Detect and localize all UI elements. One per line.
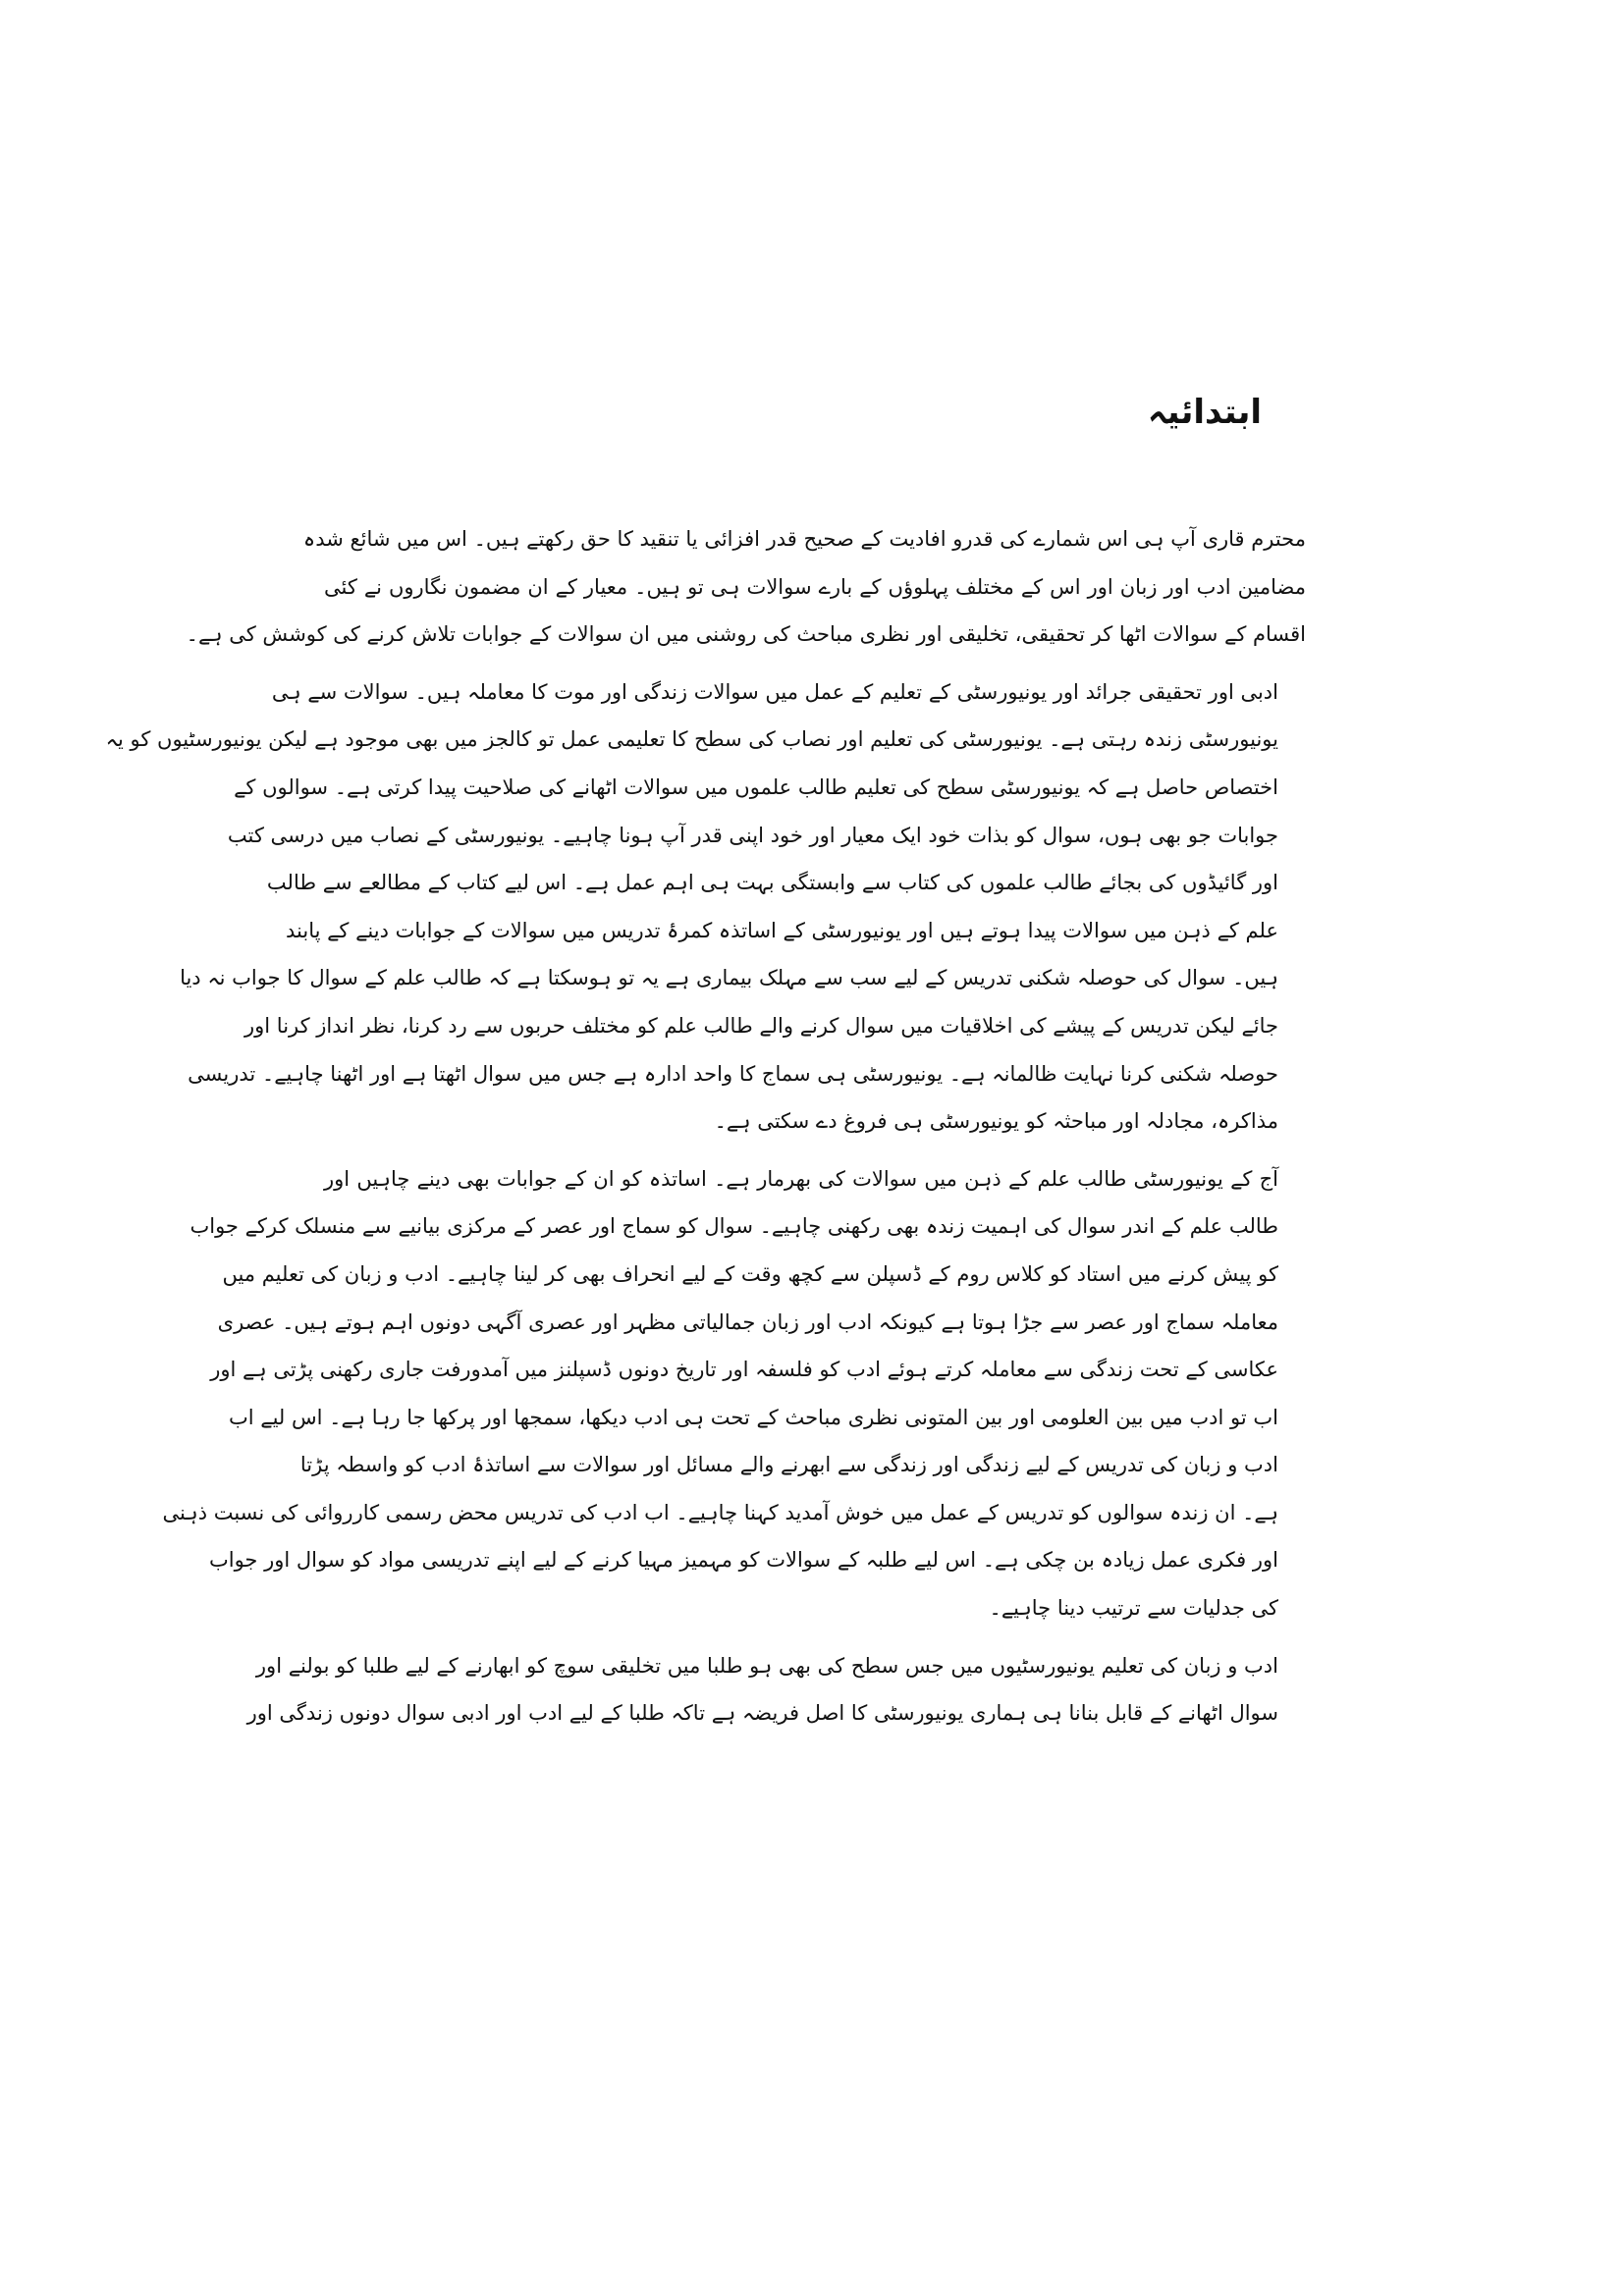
text-line: کو پیش کرنے میں استاد کو کلاس روم کے ڈسپلن سے کچھ وقت کے لیے انحراف بھی کر لینا چاہیے۔ ادب و زبان کی تعلیم میں	[222, 1261, 1278, 1286]
text-line: طالب علم کے اندر سوال کی اہمیت زندہ بھی رکھنی چاہیے۔ سوال کو سماج اور عصر کے مرکزی بیانیے سے منسلک کرکے جواب	[189, 1214, 1278, 1239]
text-line: ادبی اور تحقیقی جرائد اور یونیورسٹی کے تعلیم کے عمل میں سوالات زندگی اور موت کا معاملہ ہیں۔ سوالات سے ہی	[271, 679, 1278, 704]
paragraph	[162, 1155, 1306, 1632]
text-line: اور فکری عمل زیادہ بن چکی ہے۔ اس لیے طلبہ کے سوالات کو مہمیز مہیا کرنے کے لیے اپنے تدریسی مواد کو سوال اور جواب	[208, 1548, 1278, 1573]
text-line: اب تو ادب میں بین العلومی اور بین المتونی نظری مباحث کے تحت ہی ادب دیکھا، سمجھا اور پرکھا جا رہا ہے۔ اس لیے اب	[229, 1405, 1278, 1429]
text-line: سوال اٹھانے کے قابل بنانا ہی ہماری یونیورسٹی کا اصل فریضہ ہے تاکہ طلبا کے لیے ادب اور ادبی سوال دونوں زندگی اور	[246, 1701, 1278, 1726]
text-line: ہے۔ ان زندہ سوالوں کو تدریس کے عمل میں خوش آمدید کہنا چاہیے۔ اب ادب کی تدریس محض رسمی کارروائی کی نسبت ذہنی	[162, 1500, 1278, 1524]
text-line: اختصاص حاصل ہے کہ یونیورسٹی سطح کی تعلیم طالب علموں میں سوالات اٹھانے کی صلاحیت پیدا کرتی ہے۔ سوالوں کے	[234, 774, 1278, 799]
text-line: مذاکرہ، مجادلہ اور مباحثہ کو یونیورسٹی ہی فروغ دے سکتی ہے۔	[714, 1109, 1278, 1134]
text-line: معاملہ سماج اور عصر سے جڑا ہوتا ہے کیونکہ ادب اور زبان جمالیاتی مظہر اور عصری آگہی دونوں اہم ہوتے ہیں۔ عصری	[217, 1309, 1278, 1334]
paragraph	[186, 515, 1306, 659]
text-line: جائے لیکن تدریس کے پیشے کی اخلاقیات میں سوال کرنے والے طالب علم کو مختلف حربوں سے رد کرنا، نظر انداز کرنا اور	[244, 1013, 1278, 1038]
text-line: محترم قاری آپ ہی اس شمارے کی قدرو افادیت کے صحیح قدر افزائی یا تنقید کا حق رکھتے ہیں۔ اس میں شائع شدہ	[302, 527, 1306, 551]
text-line: ادب و زبان کی تعلیم یونیورسٹیوں میں جس سطح کی بھی ہو طلبا میں تخلیقی سوچ کو ابھارنے کے لیے طلبا کو بولنے اور	[255, 1653, 1278, 1678]
paragraph	[246, 1642, 1306, 1737]
text-line: اقسام کے سوالات اٹھا کر تحقیقی، تخلیقی اور نظری مباحث کی روشنی میں ان سوالات کے جوابات تلاش کرنے کی کوشش کی ہے۔	[186, 622, 1306, 647]
text-line: جوابات جو بھی ہوں، سوال کو بذات خود ایک معیار اور خود اپنی قدر آپ ہونا چاہیے۔ یونیورسٹی کے نصاب میں درسی کتب	[227, 823, 1278, 847]
paragraph	[105, 668, 1306, 1146]
text-line: ادب و زبان کی تدریس کے لیے زندگی اور زندگی سے ابھرنے والے مسائل اور سوالات سے اساتذۂ ادب کو واسطہ پڑتا	[299, 1453, 1278, 1477]
text-line: آج کے یونیورسٹی طالب علم کے ذہن میں سوالات کی بھرمار ہے۔ اساتذہ کو ان کے جوابات بھی دینے چاہیں اور	[324, 1166, 1278, 1191]
text-line: عکاسی کے تحت زندگی سے معاملہ کرتے ہوئے ادب کو فلسفہ اور تاریخ دونوں ڈسپلنز میں آمدورفت جاری رکھنی پڑتی ہے اور	[210, 1358, 1278, 1382]
text-line: اور گائیڈوں کی بجائے طالب علموں کی کتاب سے وابستگی بہت ہی اہم عمل ہے۔ اس لیے کتاب کے مطالعے سے طالب	[266, 871, 1278, 895]
text-line: ہیں۔ سوال کی حوصلہ شکنی تدریس کے لیے سب سے مہلک بیماری ہے یہ تو ہوسکتا ہے کہ طالب علم کے سوال کا جواب نہ دیا	[180, 966, 1278, 990]
body-text	[105, 515, 1306, 1747]
text-line: یونیورسٹی زندہ رہتی ہے۔ یونیورسٹی کی تعلیم اور نصاب کی سطح کا تعلیمی عمل تو کالجز میں بھی موجود ہے لیکن یونیورسٹیوں کو یہ	[105, 727, 1278, 752]
text-line: کی جدلیات سے ترتیب دینا چاہیے۔	[989, 1596, 1278, 1621]
page-title: ابتدائیہ	[1147, 393, 1262, 432]
text-line: حوصلہ شکنی کرنا نہایت ظالمانہ ہے۔ یونیورسٹی ہی سماج کا واحد ادارہ ہے جس میں سوال اٹھتا ہے اور اٹھنا چاہیے۔ تدریسی	[188, 1061, 1278, 1086]
text-line: مضامین ادب اور زبان اور اس کے مختلف پہلوؤں کے بارے سوالات ہی تو ہیں۔ معیار کے ان مضمون نگاروں نے کئی	[324, 574, 1306, 599]
text-line: علم کے ذہن میں سوالات پیدا ہوتے ہیں اور یونیورسٹی کے اساتذہ کمرۂ تدریس میں سوالات کے جوابات دینے کے پابند	[285, 918, 1278, 942]
